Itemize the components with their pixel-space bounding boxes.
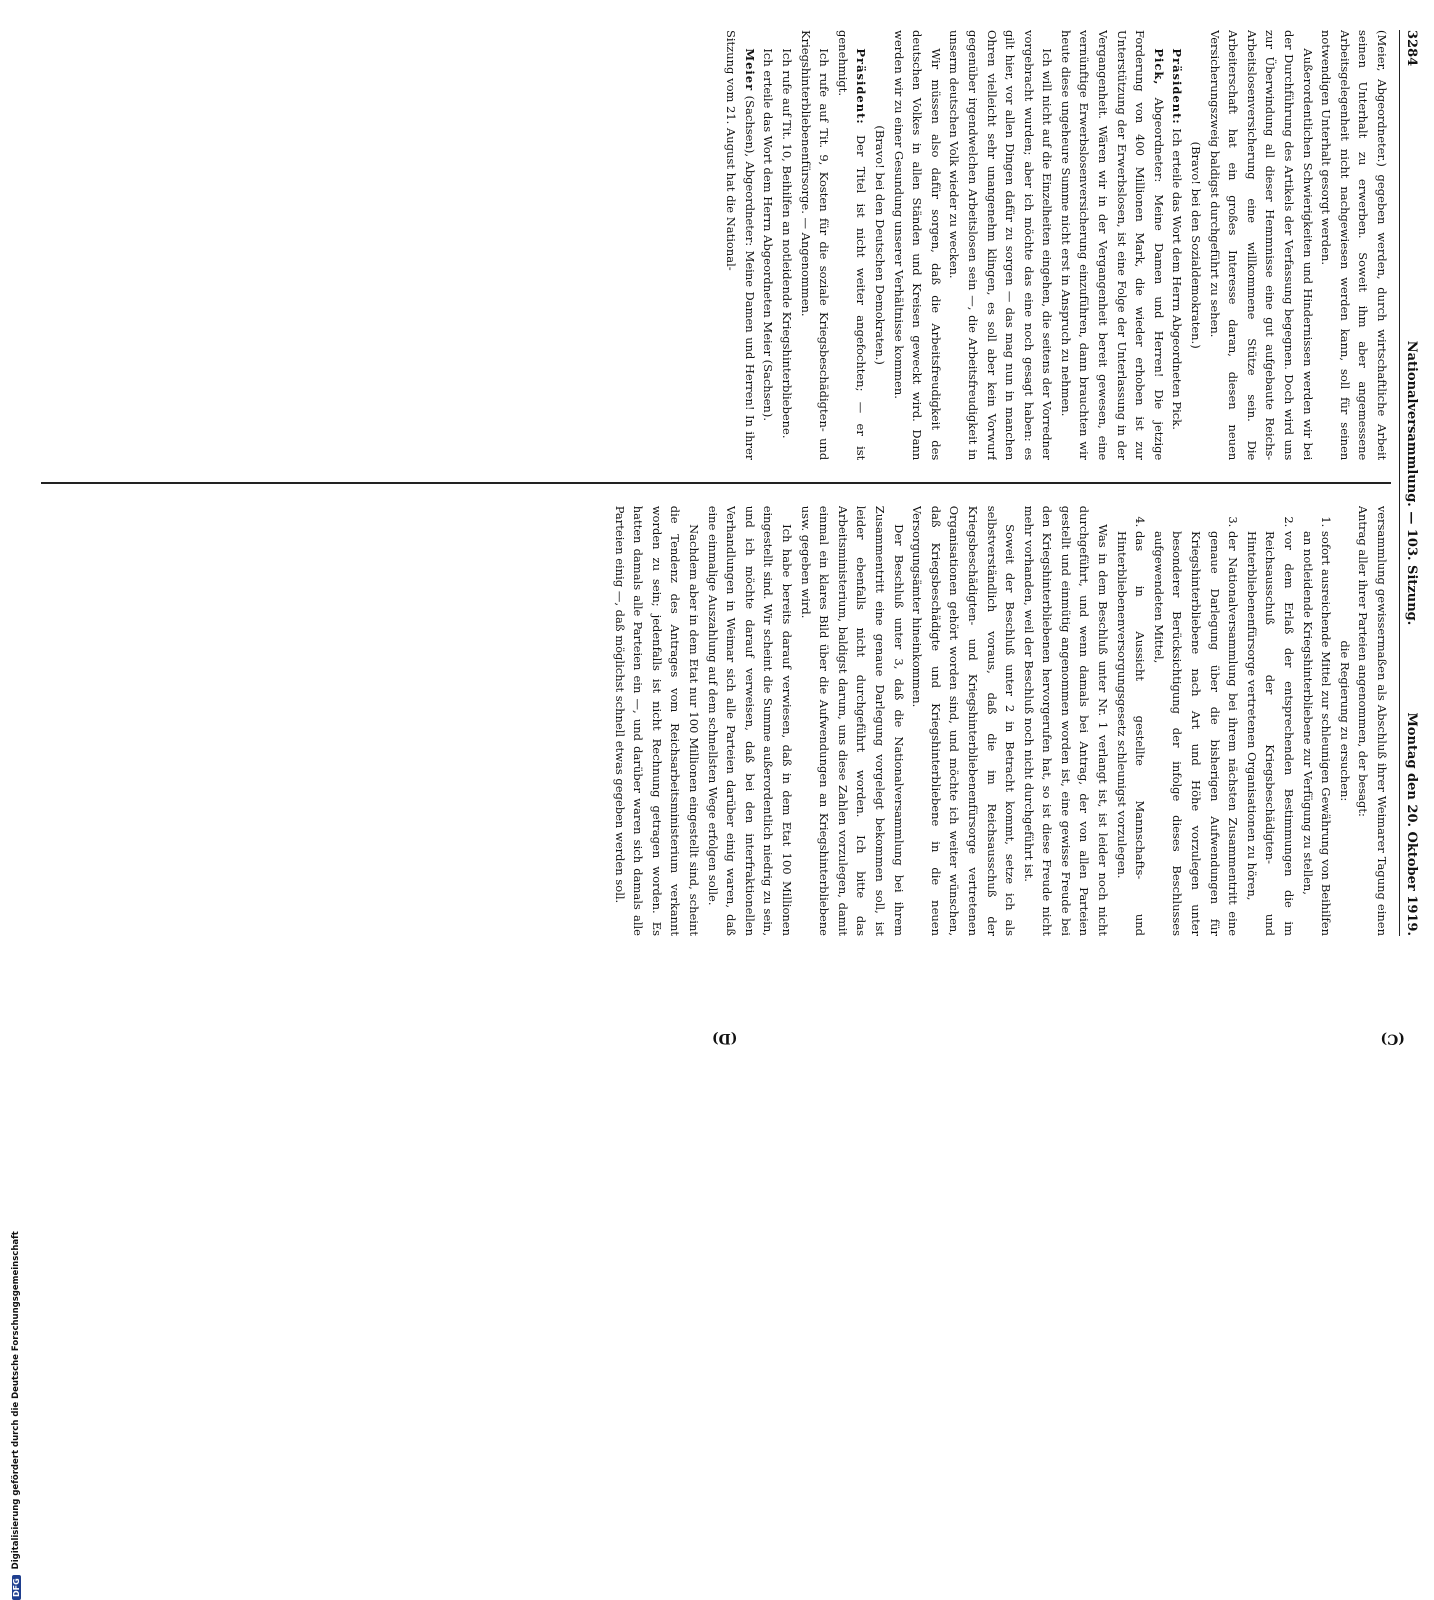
dfg-logo: DFG: [12, 1575, 21, 1600]
text-columns: [41, 30, 1391, 936]
interjection: (Bravo! bei den Sozialdemokraten.): [1189, 141, 1204, 349]
margin-mark-c: (C): [1380, 1030, 1405, 1047]
session-date: Montag den 20. Oktober 1919.: [1404, 712, 1419, 936]
paragraph: Was in dem Beschluß unter Nr. 1 verlangt ist, ist leider noch nicht durchgeführt, und wenn damals bei Antrag, der von allen Parteien gestellt und einmütig angenommen worden ist, eine gewisse Freude bei den Kriegshinterbliebenen hervorgerufen hat, so ist diese Freude nicht mehr vorhanden, weil der Beschluß noch nicht durchgeführt ist.: [1021, 505, 1111, 936]
paragraph: Der Beschluß unter 3, daß die Nationalversammlung bei ihrem Zusammentritt eine genaue Darlegung vorgelegt bekommen soll, ist leider ebenfalls nicht durchgeführt worden. Ich bitte das Arbeitsministerium, baldigst darum, uns diese Zahlen vorzulegen, damit einmal ein klares Bild über die Aufwendungen an Kriegshinterbliebene usw. gegeben wird.: [798, 505, 906, 936]
footer-text: Digitalisierung gefördert durch die Deutsche Forschungsgemeinschaft: [11, 1231, 21, 1570]
left-column: [41, 30, 1391, 460]
margin-mark-d: (D): [712, 1029, 738, 1046]
paragraph: Außerordentlichen Schwierigkeiten und Hindernissen werden wir bei der Durchführung des Artikels der Verfassung begegnen. Doch wird uns zur Überwindung all dieser Hemmnisse eine gut aufgebaute Reichs-Arbeitslosenversicherung eine willkommene Stütze sein. Die Arbeiterschaft hat ein großes Interesse daran, diesen neuen Versicherungszweig baldigst durchgeführt zu sehen.: [1207, 30, 1315, 461]
digitization-footer: [10, 600, 22, 1600]
paragraph: Ich rufe auf Tit. 10, Beihilfen an notleidende Kriegshinterbliebene.: [780, 48, 794, 439]
paragraph: (Meier, Abgeordneter.) gegeben werden, durch wirtschaftliche Arbeit seinen Unterhalt zu erwerben. Soweit ihm aber angemessene Arbeitsgelegenheit nicht nachgewiesen werden kann, soll für seinen notwendigen Unterhalt gesorgt werden.: [1319, 30, 1389, 461]
resolution-list: [1112, 506, 1335, 936]
list-item: 2. vor dem Erlaß der entsprechenden Bestimmungen die im Reichsausschuß der Kriegsbeschädigten- und Hinterbliebenenfürsorge vertretenen Organisationen zu hören,: [1242, 531, 1298, 936]
paragraph: Soweit der Beschluß unter 2 in Betracht kommt, setze ich als selbstverständlich voraus, daß die im Reichsausschuß der Kriegsbeschädigten- und Kriegshinterbliebenenfürsorge vertretenen Organisationen gehört worden sind, und möchte ich weiter wünschen, daß Kriegsbeschädigte und Kriegshinterbliebene in die neuen Versorgungsämter hineinkommen.: [910, 505, 1018, 936]
page-number: 3284: [1404, 30, 1419, 67]
list-item: 4. das in Aussicht gestellte Mannschafts- und Hinterbliebenenversorgungsgesetz schleunigst vorzulegen.: [1112, 531, 1149, 936]
paragraph: Ich rufe auf Tit. 9, Kosten für die soziale Kriegsbeschädigten- und Kriegshinterbliebenenfürsorge. — Angenommen.: [798, 30, 832, 461]
speaker-name: Meier: [742, 48, 757, 92]
paragraph: Wir müssen also dafür sorgen, daß die Arbeitsfreudigkeit des deutschen Volkes in allen Ständen und Kreisen geweckt wird. Dann werden wir zu einer Gesundung unserer Verhältnisse kommen.: [891, 30, 943, 461]
interjection: (Bravo! bei den Deutschen Demokraten.): [872, 125, 887, 365]
speaker-name: Präsident:: [854, 48, 869, 125]
paragraph: Ich habe bereits darauf verwiesen, daß in dem Etat 100 Millionen eingestellt sind. Wir scheint die Summe außerordentlich niedrig zu sein, und ich möchte darauf verweisen, daß bei den interfraktionellen Verhandlungen in Weimar sich alle Parteien darüber einig waren, daß eine einmalige Auszahlung auf dem schnellsten Wege erfolgen solle.: [705, 505, 794, 936]
paragraph: Pick, Abgeordneter: Meine Damen und Herren! Die jetzige Forderung von 400 Millionen Mark, die wieder erhoben ist zur Unterstützung der Erwerbslosen, ist eine Folge der Unterlassung in der Vergangenheit. Wären wir in der Vergangenheit bereit gewesen, eine vernünftige Erwerbslosenversicherung einzuführen, dann brauchten wir heute diese ungeheure Summe nicht erst in Anspruch zu nehmen.: [1058, 30, 1166, 461]
paragraph: Präsident: Der Titel ist nicht weiter angefochten; — er ist genehmigt.: [835, 30, 869, 461]
paragraph: versammlung gewissermaßen als Abschluß ihrer Weimarer Tagung einen Antrag aller ihrer Parteien angenommen, der besagt:: [1356, 505, 1389, 936]
paragraph: Nachdem aber in dem Etat nur 100 Millionen eingestellt sind, scheint die Tendenz des Antrages vom Reichsarbeitsministerium verkannt worden zu sein; jedenfalls ist nicht Rechnung getragen worden. Es hatten damals alle Parteien ein —, und darüber waren sich damals alle Parteien einig —, daß möglichst schnell etwas gegeben werden soll.: [612, 505, 702, 936]
speaker-name: Präsident:: [1170, 48, 1185, 125]
paragraph: Meier (Sachsen), Abgeordneter: Meine Damen und Herren! In ihrer Sitzung vom 21. August hat die National-: [724, 30, 757, 461]
paragraph: die Regierung zu ersuchen:: [1337, 640, 1352, 802]
paragraph: Präsident: Ich erteile das Wort dem Herrn Abgeordneten Pick.: [1170, 48, 1185, 430]
list-item: 1. sofort ausreichende Mittel zur schleunigen Gewährung von Beihilfen an notleidende Kriegshinterbliebene zur Verfügung zu stellen,: [1298, 531, 1335, 936]
column-divider: [41, 482, 1391, 483]
page-header: [1399, 30, 1422, 936]
paragraph: Ich erteile das Wort dem Herrn Abgeordneten Meier (Sachsen).: [761, 48, 776, 421]
speaker-name: Pick,: [1151, 48, 1166, 86]
right-column: [41, 506, 1391, 936]
list-item: 3. der Nationalversammlung bei ihrem nächsten Zusammentritt eine genaue Darlegung über die bisherigen Aufwendungen für Kriegshinterbliebene nach Art und Höhe vorzulegen unter besonderer Berücksichtigung der infolge dieses Beschlusses aufgewendeten Mittel,: [1149, 531, 1242, 936]
paragraph: Ich will nicht auf die Einzelheiten eingehen, die seitens der Vorredner vorgebracht wurden; aber ich möchte das eine noch gesagt haben: es gilt hier, vor allen Dingen dafür zu sorgen — das mag nun in manchen Ohren vielleicht sehr unangenehm klingen, es soll aber kein Vorwurf gegenüber irgendwelchen Arbeitslosen sein —, die Arbeitsfreudigkeit in unserm deutschen Volk wieder zu wecken.: [947, 30, 1055, 461]
running-title: Nationalversammlung. — 103. Sitzung.: [1404, 340, 1419, 626]
